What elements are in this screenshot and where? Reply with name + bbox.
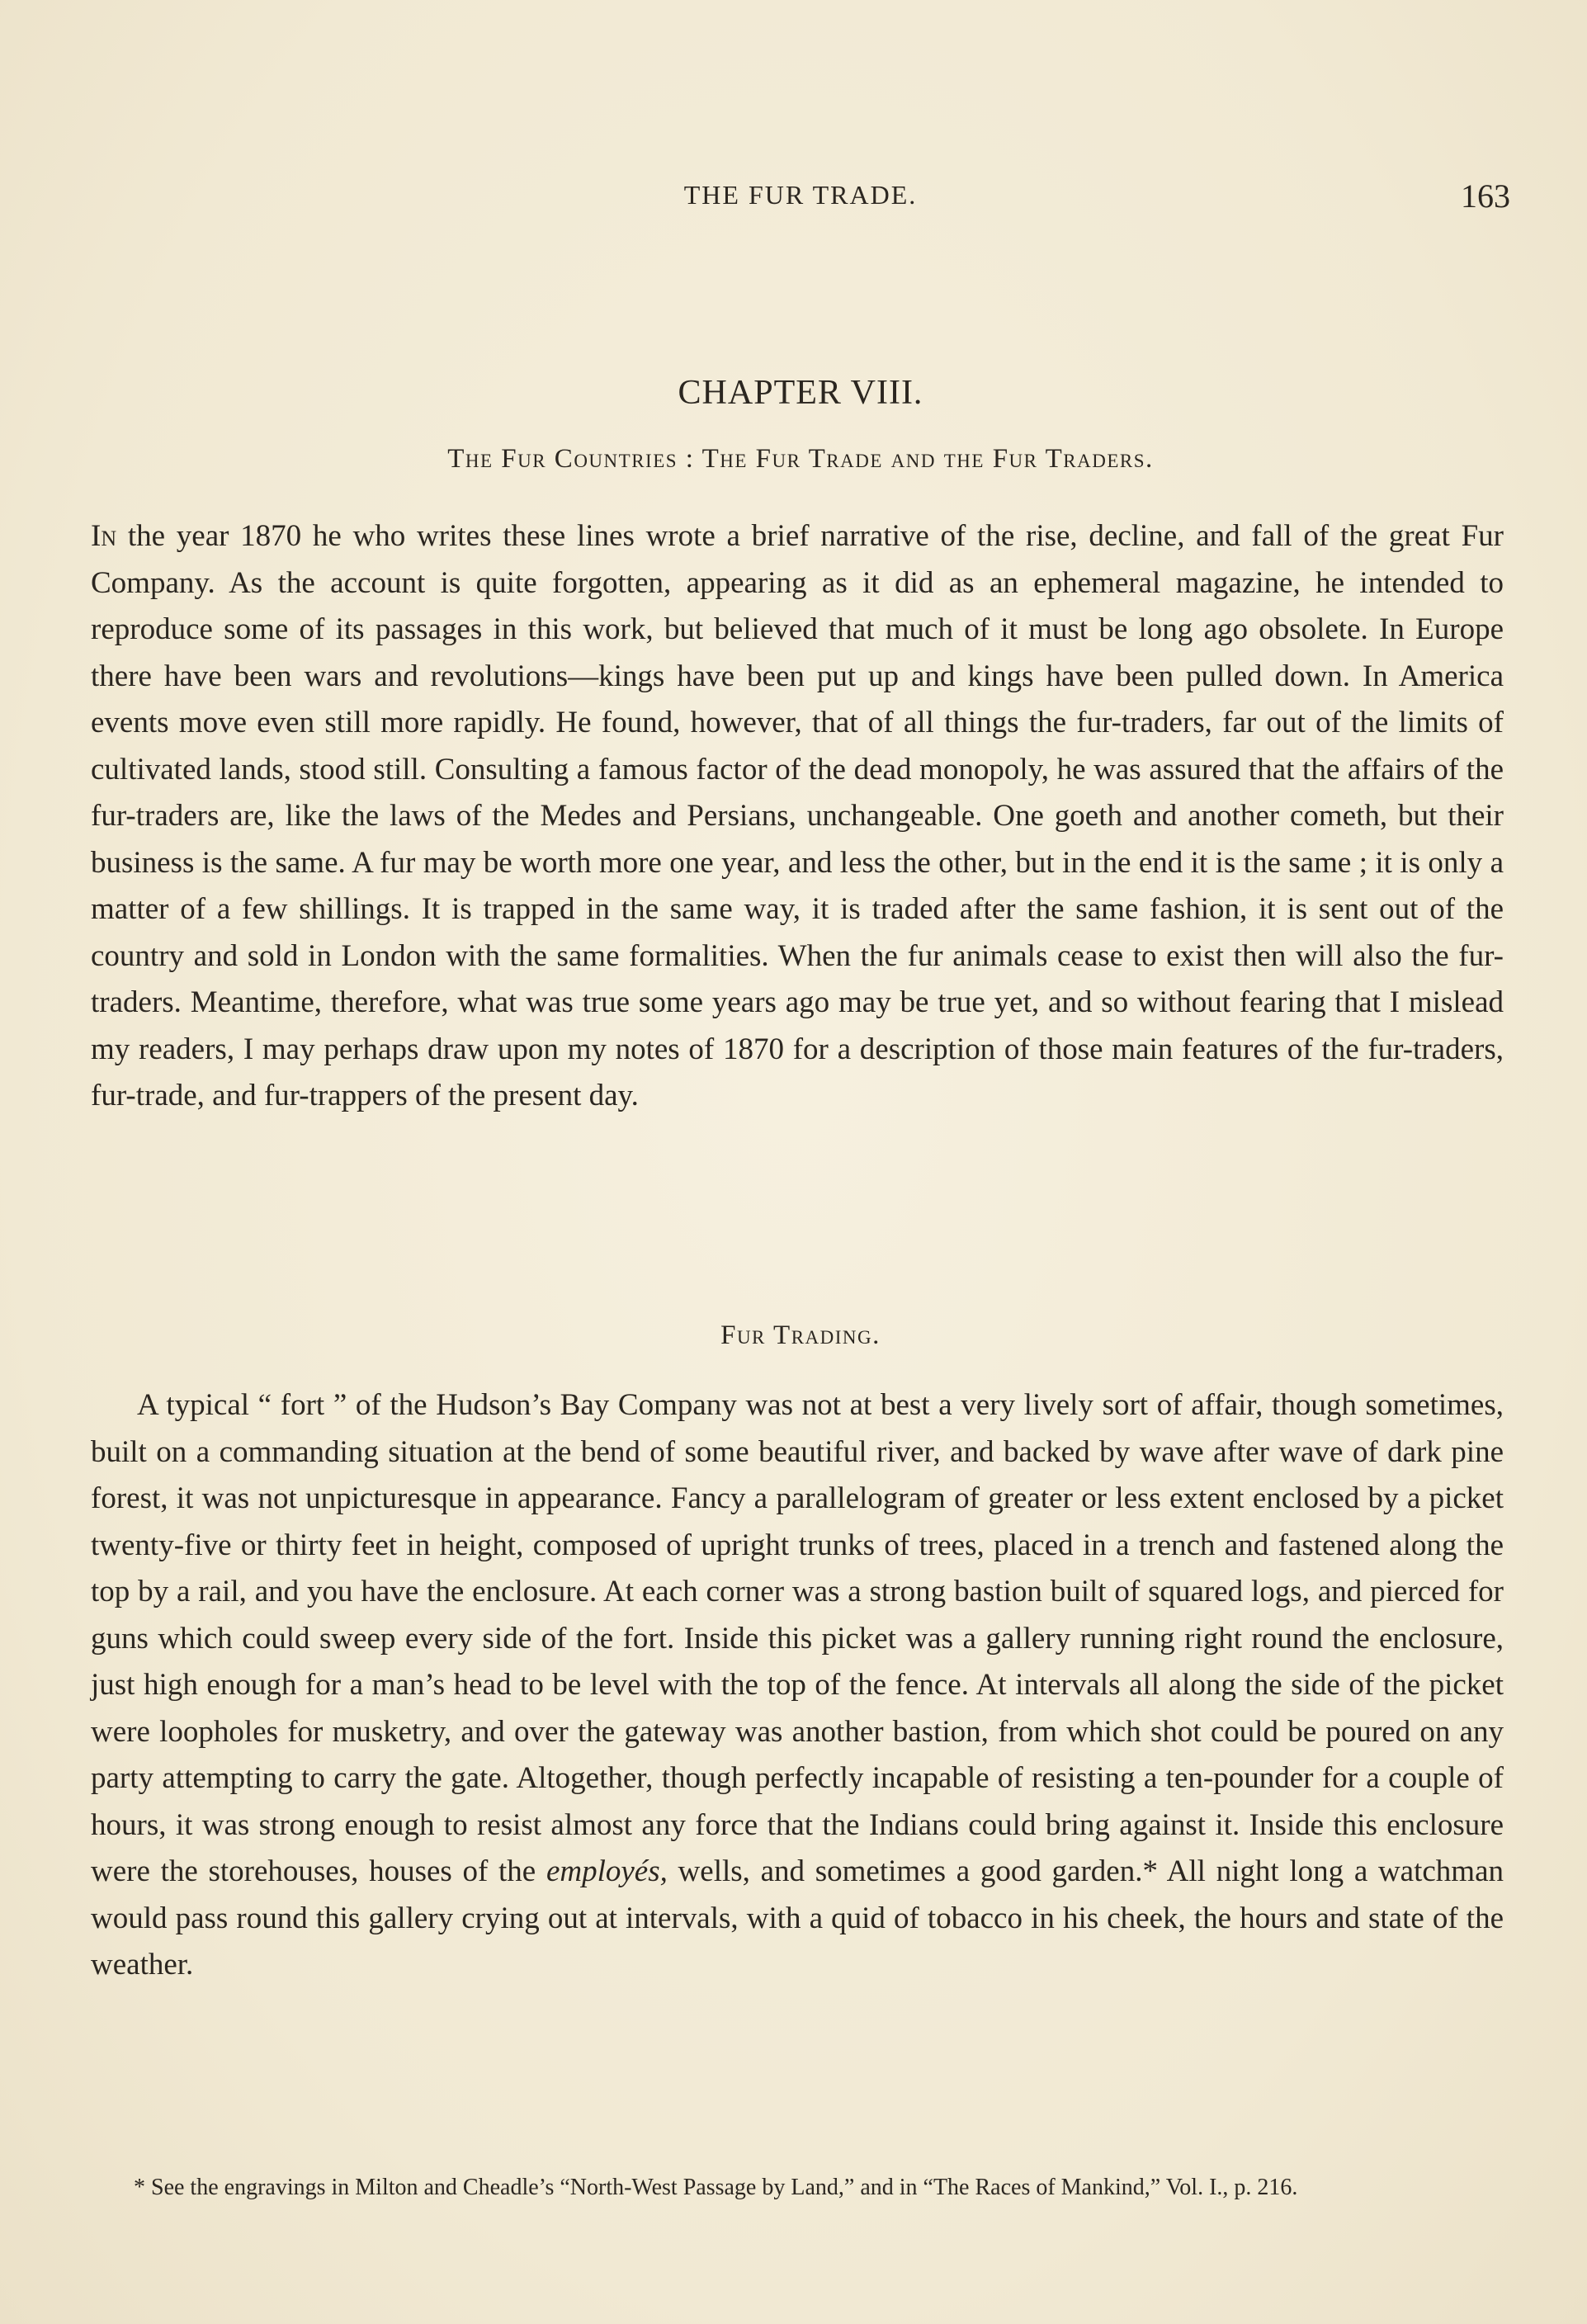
footnote: * See the engravings in Milton and Cheadle’s “North-West Passage by Land,” and in “The Races of Mankind,” Vol. I., p. 216. <box>134 2175 1298 2200</box>
paragraph-2 <box>91 1382 1504 1989</box>
chapter-subtitle: The Fur Countries : The Fur Trade and the Fur Traders. <box>447 444 1154 474</box>
chapter-number: CHAPTER VIII. <box>678 374 923 412</box>
section-heading: Fur Trading. <box>720 1320 881 1350</box>
paragraph-1-text: the year 1870 he who writes these lines wrote a brief narrative of the rise, decline, and fall of the great Fur Company. As the account is quite forgotten, appearing as it did as an ephemeral magazine, he intended to reproduce some of its passages in this work, but believed that much of it must be long ago obsolete. In Europe there have been wars and revolutions—kings have been put up and kings have been pulled down. In America events move even still more rapidly. He found, however, that of all things the fur-traders, far out of the limits of cultivated lands, stood still. Consulting a famous factor of the dead monopoly, he was assured that the affairs of the fur-traders are, like the laws of the Medes and Persians, unchangeable. One goeth and another cometh, but their business is the same. A fur may be worth more one year, and less the other, but in the end it is the same ; it is only a matter of a few shillings. It is trapped in the same way, it is traded after the same fashion, it is sent out of the country and sold in London with the same formalities. When the fur animals cease to exist then will also the fur-traders. Meantime, therefore, what was true some years ago may be true yet, and so without fearing that I mislead my readers, I may perhaps draw upon my notes of 1870 for a description of those main features of the fur-traders, fur-trade, and fur-trappers of the present day. <box>91 519 1504 1112</box>
paragraph-2-text-before: A typical “ fort ” of the Hudson’s Bay Company was not at best a very lively sort of affair, though sometimes, built on a commanding situation at the bend of some beautiful river, and backed by wave after wave of dark pine forest, it was not unpicturesque in appearance. Fancy a parallelogram of greater or less extent enclosed by a picket twenty-five or thirty feet in height, composed of upright trunks of trees, placed in a trench and fastened along the top by a rail, and you have the enclosure. At each corner was a strong bastion built of squared logs, and pierced for guns which could sweep every side of the fort. Inside this picket was a gallery running right round the enclosure, just high enough for a man’s head to be level with the top of the fence. At intervals all along the side of the picket were loopholes for musketry, and over the gateway was another bastion, from which shot could be poured on any party attempting to carry the gate. Altogether, though perfectly incapable of resisting a ten-pounder for a couple of hours, it was strong enough to resist almost any force that the Indians could bring against it. Inside this enclosure were the storehouses, houses of the <box>91 1388 1504 1888</box>
running-head <box>91 177 1510 218</box>
paragraph-1 <box>91 513 1504 1120</box>
paragraph-2-text-after: wells, and sometimes a good garden.* All night long a watchman would pass round this gallery crying out at intervals, with a quid of tobacco in his cheek, the hours and state of the weather. <box>91 1854 1504 1982</box>
page-number: 163 <box>1461 177 1510 215</box>
paragraph-2-italic: employés, <box>546 1854 668 1888</box>
running-head-title: THE FUR TRADE. <box>683 180 918 210</box>
paragraph-1-initial: In <box>91 519 117 553</box>
